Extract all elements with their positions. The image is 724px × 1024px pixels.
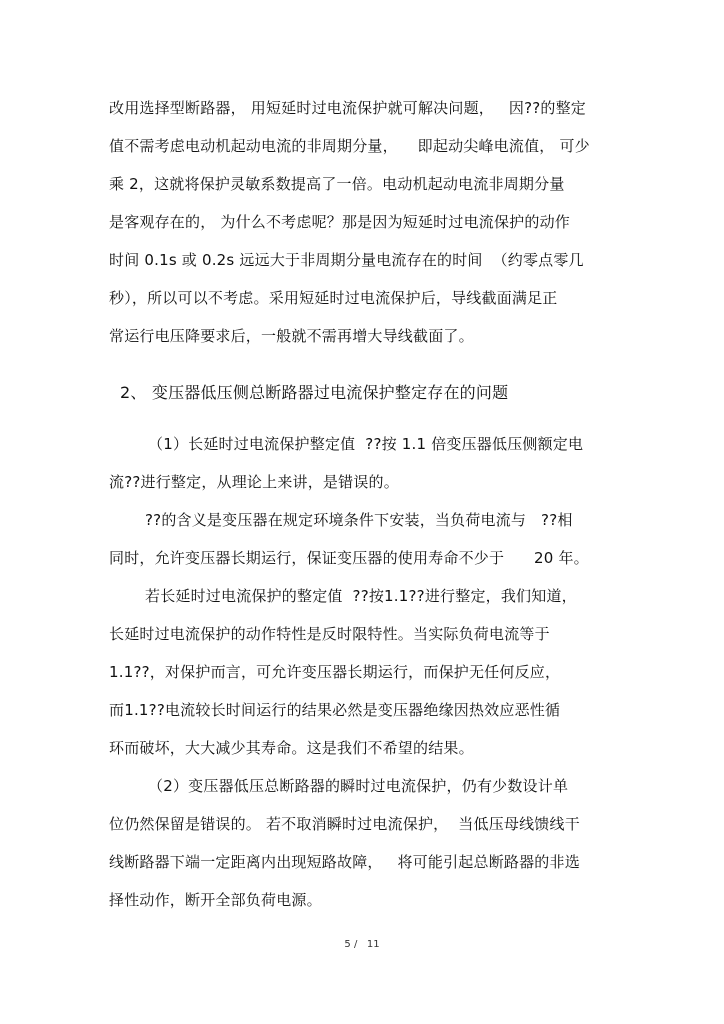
text-line: 若长延时过电流保护的整定值 ??按1.1??进行整定，我们知道， <box>145 587 577 605</box>
text-line: 同时，允许变压器长期运行，保证变压器的使用寿命不少于 20 年。 <box>109 549 589 567</box>
text-line: 秒），所以可以不考虑。采用短延时过电流保护后，导线截面满足正 <box>109 289 558 307</box>
text-line: 位仍然保留是错误的。 若不取消瞬时过电流保护， 当低压母线馈线干 <box>109 815 580 833</box>
text-line: 环而破坏，大大减少其寿命。这是我们不希望的结果。 <box>109 739 474 757</box>
text-line: 长延时过电流保护的动作特性是反时限特性。当实际负荷电流等于 <box>109 625 550 643</box>
text-line: 流??进行整定，从理论上来讲，是错误的。 <box>109 473 399 491</box>
text-line: 而1.1??电流较长时间运行的结果必然是变压器绝缘因热效应恶性循 <box>109 701 561 719</box>
text-line: 线断路器下端一定距离内出现短路故障， 将可能引起总断路器的非选 <box>109 853 580 871</box>
text-line: 时间 0.1s 或 0.2s 远远大于非周期分量电流存在的时间 （约零点零几 <box>109 251 584 269</box>
text-line: （2）变压器低压总断路器的瞬时过电流保护，仍有少数设计单 <box>148 777 569 795</box>
text-line: 1.1??，对保护而言，可允许变压器长期运行，而保护无任何反应， <box>109 663 561 681</box>
text-line: 常运行电压降要求后，一般就不需再增大导线截面了。 <box>109 327 474 345</box>
section-heading: 2、 变压器低压侧总断路器过电流保护整定存在的问题 <box>120 383 509 402</box>
page-number: 5 / 11 <box>344 939 380 950</box>
text-line: 值不需考虑电动机起动电流的非周期分量， 即起动尖峰电流值， 可少 <box>109 137 590 155</box>
text-line: 择性动作，断开全部负荷电源。 <box>109 891 322 909</box>
text-line: ??的含义是变压器在规定环境条件下安装，当负荷电流与 ??相 <box>145 511 573 529</box>
text-line: 是客观存在的， 为什么不考虑呢？那是因为短延时过电流保护的动作 <box>109 213 570 231</box>
text-line: （1）长延时过电流保护整定值 ??按 1.1 倍变压器低压侧额定电 <box>148 435 584 453</box>
text-line: 乘 2，这就将保护灵敏系数提高了一倍。电动机起动电流非周期分量 <box>109 175 565 193</box>
text-line: 改用选择型断路器， 用短延时过电流保护就可解决问题， 因??的整定 <box>109 99 586 117</box>
